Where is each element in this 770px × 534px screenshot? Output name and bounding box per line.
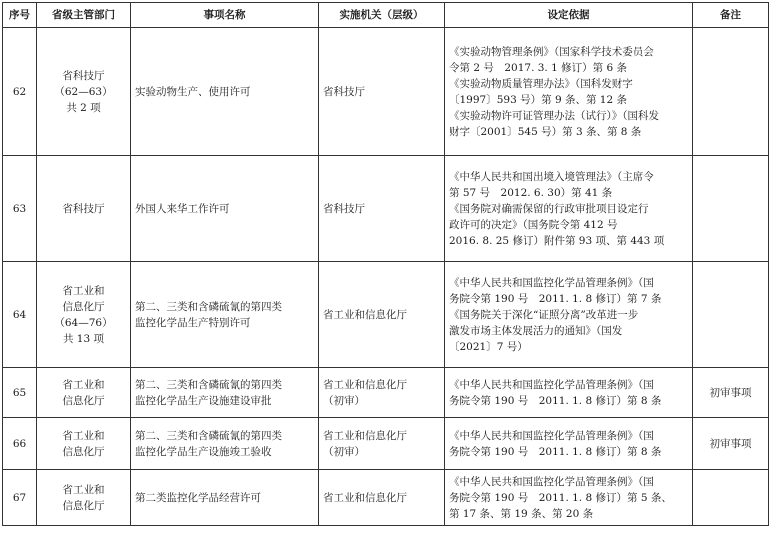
header-basis: 设定依据 (445, 3, 693, 28)
cell-seq: 66 (3, 418, 37, 470)
cell-seq: 62 (3, 28, 37, 156)
permit-table (2, 2, 769, 526)
cell-dept: 省科技厅 （62—63） 共 2 项 (37, 28, 131, 156)
header-dept: 省级主管部门 (37, 3, 131, 28)
cell-basis: 《中华人民共和国出境入境管理法》（主席令 第 57 号 2012. 6. 30）第 41 条 《国务院对确需保留的行政审批项目设定行 政许可的决定》（国务院令第 412 号 2016. 8. 25 修订）附件第 93 项、第 443 项 (445, 156, 693, 262)
cell-seq: 64 (3, 262, 37, 368)
cell-item: 第二、三类和含磷硫氰的第四类 监控化学品生产设施建设审批 (131, 368, 319, 418)
table-row (3, 28, 769, 156)
header-row (3, 3, 769, 28)
cell-org: 省科技厅 (319, 156, 445, 262)
cell-basis: 《实验动物管理条例》（国家科学技术委员会 令第 2 号 2017. 3. 1 修订）第 6 条 《实验动物质量管理办法》（国科发财字 〔1997〕593 号）第 9 条、第 12 条 《实验动物许可证管理办法（试行）》（国科发 财字〔2001〕545 号）第 3 条、第 8 条 (445, 28, 693, 156)
cell-seq: 67 (3, 470, 37, 526)
cell-item: 实验动物生产、使用许可 (131, 28, 319, 156)
header-note: 备注 (693, 3, 769, 28)
cell-item: 第二、三类和含磷硫氰的第四类 监控化学品生产特别许可 (131, 262, 319, 368)
cell-dept: 省工业和 信息化厅 (37, 418, 131, 470)
cell-note (693, 28, 769, 156)
cell-item: 外国人来华工作许可 (131, 156, 319, 262)
table-row (3, 470, 769, 526)
cell-note: 初审事项 (693, 418, 769, 470)
table-row (3, 262, 769, 368)
cell-note (693, 262, 769, 368)
cell-org: 省工业和信息化厅 (319, 262, 445, 368)
cell-item: 第二类监控化学品经营许可 (131, 470, 319, 526)
cell-basis: 《中华人民共和国监控化学品管理条例》（国 务院令第 190 号 2011. 1. 8 修订）第 5 条、 第 17 条、第 19 条、第 20 条 (445, 470, 693, 526)
cell-basis: 《中华人民共和国监控化学品管理条例》（国 务院令第 190 号 2011. 1. 8 修订）第 8 条 (445, 418, 693, 470)
cell-seq: 65 (3, 368, 37, 418)
cell-basis: 《中华人民共和国监控化学品管理条例》（国 务院令第 190 号 2011. 1. 8 修订）第 7 条 《国务院关于深化“证照分离”改革进一步 激发市场主体发展活力的通知》（国发 〔2021〕7 号） (445, 262, 693, 368)
cell-note (693, 156, 769, 262)
cell-dept: 省工业和 信息化厅 (37, 368, 131, 418)
cell-item: 第二、三类和含磷硫氰的第四类 监控化学品生产设施竣工验收 (131, 418, 319, 470)
header-org: 实施机关（层级） (319, 3, 445, 28)
table-row (3, 418, 769, 470)
table-row (3, 368, 769, 418)
cell-dept: 省工业和 信息化厅 (37, 470, 131, 526)
header-item: 事项名称 (131, 3, 319, 28)
cell-note (693, 470, 769, 526)
cell-org: 省工业和信息化厅 （初审） (319, 368, 445, 418)
header-seq: 序号 (3, 3, 37, 28)
cell-dept: 省工业和 信息化厅 （64—76） 共 13 项 (37, 262, 131, 368)
cell-basis: 《中华人民共和国监控化学品管理条例》（国 务院令第 190 号 2011. 1. 8 修订）第 8 条 (445, 368, 693, 418)
cell-org: 省工业和信息化厅 (319, 470, 445, 526)
cell-seq: 63 (3, 156, 37, 262)
cell-dept: 省科技厅 (37, 156, 131, 262)
cell-org: 省科技厅 (319, 28, 445, 156)
cell-org: 省工业和信息化厅 （初审） (319, 418, 445, 470)
table-row (3, 156, 769, 262)
cell-note: 初审事项 (693, 368, 769, 418)
